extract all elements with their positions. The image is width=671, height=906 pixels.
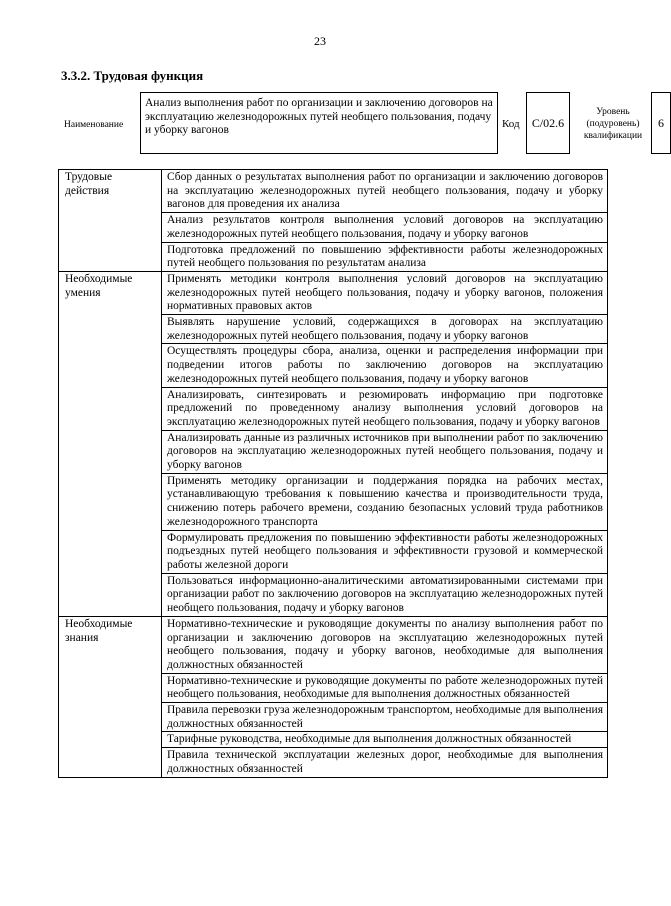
category-label: Необходимые умения bbox=[59, 271, 162, 616]
requirements-table bbox=[58, 169, 608, 778]
level-label: Уровень (подуровень) квалификации bbox=[583, 107, 643, 141]
requirement-item: Тарифные руководства, необходимые для выполнения должностных обязанностей bbox=[162, 732, 608, 748]
category-label: Трудовые действия bbox=[59, 170, 162, 272]
function-name: Анализ выполнения работ по организации и заключению договоров на эксплуатацию железнодорожных путей необщего пользования, подачу и уборку вагонов bbox=[140, 92, 498, 154]
code-label: Код bbox=[502, 118, 520, 130]
requirement-item: Нормативно-технические и руководящие документы по анализу выполнения работ по организации и заключению договоров на эксплуатацию железнодорожных путей необщего пользования, подачу и уборку вагонов, необходимые для выполнения должностных обязанностей bbox=[162, 616, 608, 673]
requirement-item: Применять методику организации и поддержания порядка на рабочих местах, устанавливающую требования к повышению качества и производительности труда, снижению потерь рабочего времени, созданию безопасных условий труда работников железнодорожного транспорта bbox=[162, 473, 608, 530]
requirement-item: Подготовка предложений по повышению эффективности работы железнодорожных путей необщего пользования по результатам анализа bbox=[162, 242, 608, 271]
requirement-item: Правила технической эксплуатации железных дорог, необходимые для выполнения должностных обязанностей bbox=[162, 748, 608, 777]
category-label: Необходимые знания bbox=[59, 616, 162, 777]
function-code: С/02.6 bbox=[526, 92, 570, 154]
requirement-item: Анализ результатов контроля выполнения условий договоров на эксплуатацию железнодорожных путей необщего пользования, подачу и уборку вагонов bbox=[162, 213, 608, 242]
requirement-item: Анализировать данные из различных источников при выполнении работ по заключению договоров на эксплуатацию железнодорожных путей необщего пользования, подачу и уборку вагонов bbox=[162, 430, 608, 473]
requirement-item: Нормативно-технические и руководящие документы по работе железнодорожных путей необщего пользования, необходимые для выполнения должностных обязанностей bbox=[162, 673, 608, 702]
requirement-item: Осуществлять процедуры сбора, анализа, оценки и распределения информации при подведении итогов работы по заключению договоров на эксплуатацию железнодорожных путей необщего пользования, подачу и уборку вагонов bbox=[162, 344, 608, 387]
requirement-item: Пользоваться информационно-аналитическими автоматизированными системами при организации работ по заключению договоров на эксплуатацию железнодорожных путей необщего пользования, подачу и уборку вагонов bbox=[162, 573, 608, 616]
qualification-level: 6 bbox=[651, 92, 671, 154]
requirement-item: Сбор данных о результатах выполнения работ по организации и заключению договоров на эксплуатацию железнодорожных путей необщего пользования, подачу и уборку вагонов для проведения их анализа bbox=[162, 170, 608, 213]
name-label: Наименование bbox=[64, 120, 124, 130]
requirement-item: Выявлять нарушение условий, содержащихся в договорах на эксплуатацию железнодорожных путей необщего пользования, подачу и уборку вагонов bbox=[162, 315, 608, 344]
function-header bbox=[60, 92, 664, 155]
table-row bbox=[59, 271, 608, 314]
requirement-item: Анализировать, синтезировать и резюмировать информацию при подготовке предложений по проведенному анализу выполнения условий договоров на эксплуатацию железнодорожных путей необщего пользования, подачу и уборку вагонов bbox=[162, 387, 608, 430]
section-title: 3.3.2. Трудовая функция bbox=[61, 68, 204, 83]
requirement-item: Применять методики контроля выполнения условий договоров на эксплуатацию железнодорожных путей необщего пользования, подачу и уборку вагонов, положения нормативных правовых актов bbox=[162, 271, 608, 314]
requirement-item: Формулировать предложения по повышению эффективности работы железнодорожных подъездных путей необщего пользования и эффективности грузовой и коммерческой работы железной дороги bbox=[162, 530, 608, 573]
table-row bbox=[59, 616, 608, 673]
page-number: 23 bbox=[314, 34, 326, 48]
requirement-item: Правила перевозки груза железнодорожным транспортом, необходимые для выполнения должностных обязанностей bbox=[162, 703, 608, 732]
table-row bbox=[59, 170, 608, 213]
